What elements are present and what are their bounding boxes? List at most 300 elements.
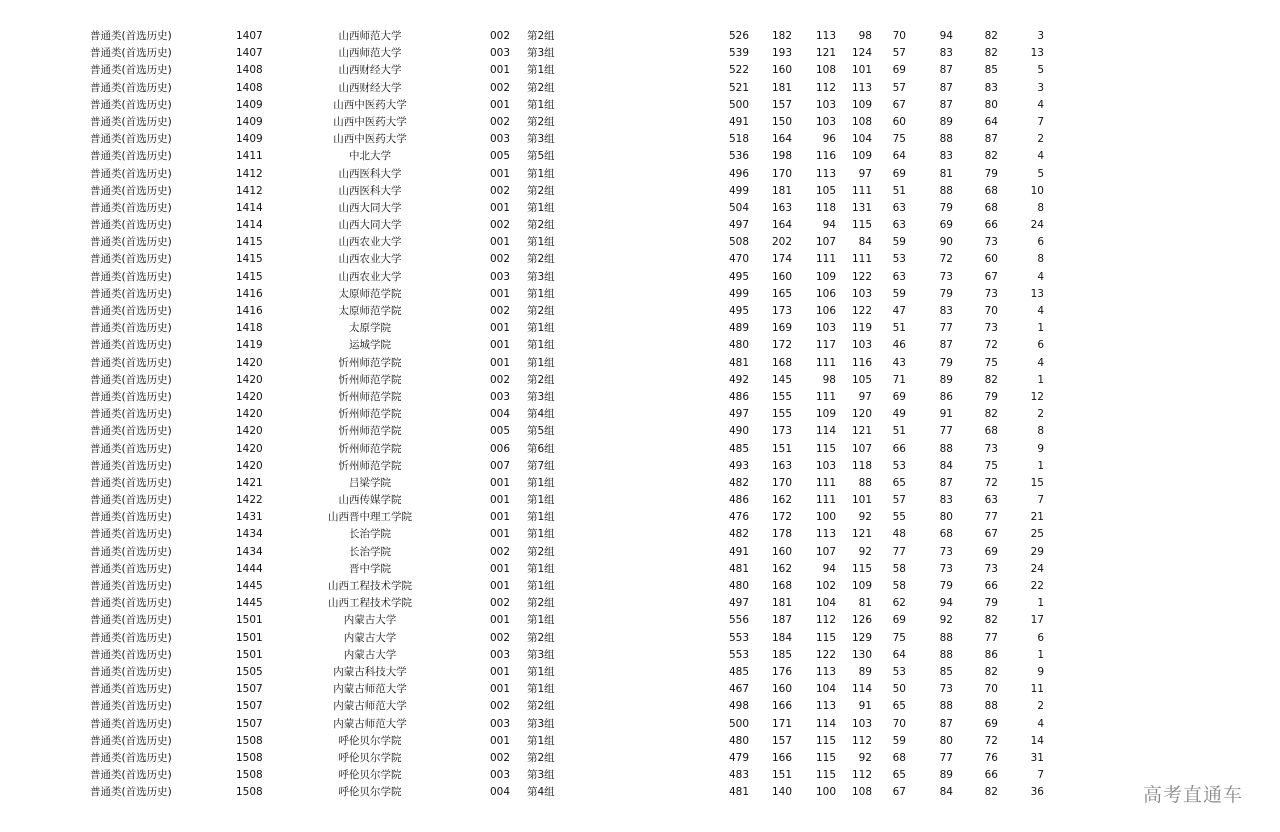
group-name-cell: 第1组 bbox=[527, 614, 555, 627]
school-name-cell: 山西中医药大学 bbox=[333, 133, 407, 146]
table-row bbox=[0, 664, 1280, 681]
group-code-cell: 001 bbox=[490, 476, 511, 489]
score-cell: 164 bbox=[771, 219, 792, 232]
score-cell: 103 bbox=[851, 717, 872, 730]
group-name-cell: 第3组 bbox=[527, 270, 555, 283]
score-cell: 87 bbox=[939, 476, 953, 489]
score-cell: 4 bbox=[1037, 305, 1044, 317]
score-cell: 84 bbox=[939, 786, 953, 799]
school-name-cell: 运城学院 bbox=[349, 339, 391, 352]
score-cell: 109 bbox=[851, 150, 872, 163]
score-cell: 489 bbox=[728, 322, 749, 335]
score-cell: 122 bbox=[851, 305, 872, 317]
school-name-cell: 山西财经大学 bbox=[338, 64, 402, 77]
score-cell: 151 bbox=[771, 442, 792, 455]
category-cell: 普通类(首选历史) bbox=[90, 476, 172, 489]
score-cell: 193 bbox=[771, 47, 792, 60]
score-cell: 102 bbox=[815, 580, 836, 592]
school-name-cell: 忻州师范学院 bbox=[338, 425, 402, 438]
score-cell: 25 bbox=[1030, 528, 1044, 541]
score-cell: 4 bbox=[1037, 356, 1044, 369]
score-cell: 553 bbox=[728, 648, 749, 661]
category-cell: 普通类(首选历史) bbox=[90, 47, 172, 60]
score-cell: 160 bbox=[771, 545, 792, 558]
score-cell: 92 bbox=[858, 511, 872, 524]
category-cell: 普通类(首选历史) bbox=[90, 287, 172, 300]
category-cell: 普通类(首选历史) bbox=[90, 562, 172, 575]
score-cell: 80 bbox=[939, 734, 953, 747]
score-cell: 162 bbox=[771, 562, 792, 575]
score-cell: 118 bbox=[851, 459, 872, 472]
score-cell: 185 bbox=[771, 648, 792, 661]
score-cell: 70 bbox=[984, 305, 998, 317]
school-name-cell: 长治学院 bbox=[349, 528, 391, 541]
score-cell: 536 bbox=[728, 150, 749, 163]
score-cell: 108 bbox=[851, 115, 872, 128]
score-cell: 497 bbox=[728, 597, 749, 610]
school-code-cell: 1445 bbox=[236, 597, 263, 610]
score-cell: 107 bbox=[815, 236, 836, 249]
score-cell: 482 bbox=[728, 476, 749, 489]
score-cell: 171 bbox=[771, 717, 792, 730]
score-cell: 107 bbox=[815, 545, 836, 558]
score-cell: 495 bbox=[728, 305, 749, 317]
score-cell: 90 bbox=[939, 236, 953, 249]
score-cell: 91 bbox=[858, 700, 872, 713]
group-code-cell: 002 bbox=[490, 219, 511, 232]
category-cell: 普通类(首选历史) bbox=[90, 665, 172, 678]
table-row bbox=[0, 406, 1280, 423]
score-cell: 114 bbox=[815, 425, 836, 438]
score-cell: 53 bbox=[892, 253, 906, 266]
score-cell: 165 bbox=[771, 287, 792, 300]
school-code-cell: 1501 bbox=[236, 614, 263, 627]
category-cell: 普通类(首选历史) bbox=[90, 408, 172, 421]
score-cell: 64 bbox=[984, 115, 998, 128]
score-cell: 66 bbox=[984, 580, 998, 592]
score-cell: 101 bbox=[851, 64, 872, 77]
score-cell: 111 bbox=[815, 253, 836, 266]
group-name-cell: 第1组 bbox=[527, 64, 555, 77]
group-code-cell: 002 bbox=[490, 751, 511, 764]
score-cell: 114 bbox=[851, 683, 872, 696]
school-name-cell: 山西中医药大学 bbox=[333, 98, 407, 111]
score-cell: 163 bbox=[771, 201, 792, 214]
group-code-cell: 003 bbox=[490, 47, 511, 60]
score-cell: 69 bbox=[892, 390, 906, 403]
score-cell: 493 bbox=[728, 459, 749, 472]
score-cell: 29 bbox=[1030, 545, 1044, 558]
school-name-cell: 山西晋中理工学院 bbox=[328, 511, 412, 524]
score-cell: 556 bbox=[728, 614, 749, 627]
score-cell: 70 bbox=[984, 683, 998, 696]
score-cell: 97 bbox=[858, 390, 872, 403]
school-name-cell: 山西大同大学 bbox=[338, 201, 402, 214]
score-cell: 73 bbox=[939, 562, 953, 575]
category-cell: 普通类(首选历史) bbox=[90, 270, 172, 283]
score-cell: 491 bbox=[728, 545, 749, 558]
group-code-cell: 002 bbox=[490, 700, 511, 713]
group-name-cell: 第4组 bbox=[527, 408, 555, 421]
score-cell: 500 bbox=[728, 717, 749, 730]
group-code-cell: 001 bbox=[490, 562, 511, 575]
score-cell: 518 bbox=[728, 133, 749, 146]
score-cell: 96 bbox=[822, 133, 836, 146]
score-cell: 120 bbox=[851, 408, 872, 421]
score-cell: 73 bbox=[984, 562, 998, 575]
group-name-cell: 第3组 bbox=[527, 648, 555, 661]
score-cell: 57 bbox=[892, 494, 906, 507]
score-cell: 63 bbox=[892, 201, 906, 214]
score-cell: 24 bbox=[1030, 562, 1044, 575]
score-cell: 75 bbox=[984, 459, 998, 472]
group-code-cell: 001 bbox=[490, 322, 511, 335]
score-cell: 178 bbox=[771, 528, 792, 541]
group-code-cell: 002 bbox=[490, 184, 511, 197]
school-code-cell: 1415 bbox=[236, 253, 263, 266]
score-cell: 482 bbox=[728, 528, 749, 541]
score-cell: 4 bbox=[1037, 98, 1044, 111]
school-code-cell: 1431 bbox=[236, 511, 263, 524]
score-cell: 8 bbox=[1037, 253, 1044, 266]
group-name-cell: 第2组 bbox=[527, 700, 555, 713]
score-cell: 483 bbox=[728, 769, 749, 782]
school-code-cell: 1507 bbox=[236, 717, 263, 730]
table-row bbox=[0, 97, 1280, 114]
category-cell: 普通类(首选历史) bbox=[90, 769, 172, 782]
table-row bbox=[0, 148, 1280, 165]
group-code-cell: 002 bbox=[490, 115, 511, 128]
score-cell: 75 bbox=[892, 631, 906, 644]
score-cell: 106 bbox=[815, 305, 836, 317]
score-cell: 115 bbox=[851, 219, 872, 232]
score-cell: 82 bbox=[984, 786, 998, 799]
category-cell: 普通类(首选历史) bbox=[90, 683, 172, 696]
score-cell: 522 bbox=[728, 64, 749, 77]
score-cell: 104 bbox=[815, 597, 836, 610]
score-cell: 97 bbox=[858, 167, 872, 180]
score-cell: 160 bbox=[771, 683, 792, 696]
group-name-cell: 第1组 bbox=[527, 167, 555, 180]
score-cell: 68 bbox=[984, 184, 998, 197]
score-cell: 9 bbox=[1037, 665, 1044, 678]
category-cell: 普通类(首选历史) bbox=[90, 614, 172, 627]
score-cell: 157 bbox=[771, 734, 792, 747]
score-cell: 88 bbox=[939, 648, 953, 661]
score-cell: 113 bbox=[815, 167, 836, 180]
score-cell: 7 bbox=[1037, 769, 1044, 782]
score-cell: 7 bbox=[1037, 115, 1044, 128]
school-name-cell: 山西医科大学 bbox=[338, 167, 402, 180]
score-cell: 124 bbox=[851, 47, 872, 60]
school-code-cell: 1419 bbox=[236, 339, 263, 352]
category-cell: 普通类(首选历史) bbox=[90, 219, 172, 232]
score-cell: 481 bbox=[728, 356, 749, 369]
group-name-cell: 第1组 bbox=[527, 734, 555, 747]
school-name-cell: 内蒙古师范大学 bbox=[333, 717, 407, 730]
score-cell: 155 bbox=[771, 390, 792, 403]
score-cell: 79 bbox=[939, 201, 953, 214]
category-cell: 普通类(首选历史) bbox=[90, 167, 172, 180]
group-name-cell: 第1组 bbox=[527, 683, 555, 696]
score-cell: 4 bbox=[1037, 717, 1044, 730]
score-cell: 72 bbox=[984, 734, 998, 747]
score-cell: 85 bbox=[984, 64, 998, 77]
score-cell: 108 bbox=[815, 64, 836, 77]
group-name-cell: 第1组 bbox=[527, 528, 555, 541]
group-name-cell: 第3组 bbox=[527, 133, 555, 146]
score-cell: 163 bbox=[771, 459, 792, 472]
score-cell: 51 bbox=[892, 184, 906, 197]
table-row bbox=[0, 784, 1280, 801]
score-cell: 117 bbox=[815, 339, 836, 352]
score-cell: 47 bbox=[892, 305, 906, 317]
score-cell: 17 bbox=[1030, 614, 1044, 627]
group-code-cell: 006 bbox=[490, 442, 511, 455]
school-code-cell: 1508 bbox=[236, 734, 263, 747]
group-code-cell: 001 bbox=[490, 614, 511, 627]
category-cell: 普通类(首选历史) bbox=[90, 373, 172, 386]
group-name-cell: 第1组 bbox=[527, 476, 555, 489]
school-code-cell: 1434 bbox=[236, 545, 263, 558]
score-cell: 88 bbox=[939, 631, 953, 644]
score-cell: 13 bbox=[1030, 287, 1044, 300]
score-cell: 66 bbox=[984, 769, 998, 782]
score-cell: 57 bbox=[892, 47, 906, 60]
score-cell: 3 bbox=[1037, 30, 1044, 42]
score-cell: 130 bbox=[851, 648, 872, 661]
score-cell: 109 bbox=[815, 270, 836, 283]
score-cell: 82 bbox=[984, 150, 998, 163]
score-cell: 21 bbox=[1030, 511, 1044, 524]
score-cell: 119 bbox=[851, 322, 872, 335]
score-cell: 162 bbox=[771, 494, 792, 507]
score-cell: 88 bbox=[858, 476, 872, 489]
score-cell: 77 bbox=[939, 322, 953, 335]
score-cell: 65 bbox=[892, 769, 906, 782]
watermark: 高考直通车 bbox=[1143, 784, 1244, 806]
score-cell: 480 bbox=[728, 339, 749, 352]
table-row bbox=[0, 630, 1280, 647]
school-code-cell: 1501 bbox=[236, 631, 263, 644]
score-cell: 87 bbox=[984, 133, 998, 146]
school-code-cell: 1507 bbox=[236, 683, 263, 696]
table-row bbox=[0, 355, 1280, 372]
school-name-cell: 呼伦贝尔学院 bbox=[338, 769, 402, 782]
table-row bbox=[0, 595, 1280, 612]
score-cell: 1 bbox=[1037, 597, 1044, 610]
group-code-cell: 001 bbox=[490, 356, 511, 369]
school-name-cell: 山西农业大学 bbox=[338, 253, 402, 266]
score-cell: 173 bbox=[771, 425, 792, 438]
score-cell: 497 bbox=[728, 219, 749, 232]
score-cell: 64 bbox=[892, 150, 906, 163]
score-cell: 87 bbox=[939, 81, 953, 94]
group-name-cell: 第3组 bbox=[527, 47, 555, 60]
school-name-cell: 忻州师范学院 bbox=[338, 356, 402, 369]
group-name-cell: 第1组 bbox=[527, 562, 555, 575]
score-cell: 1 bbox=[1037, 322, 1044, 335]
score-cell: 66 bbox=[984, 219, 998, 232]
score-cell: 173 bbox=[771, 305, 792, 317]
category-cell: 普通类(首选历史) bbox=[90, 425, 172, 438]
school-code-cell: 1508 bbox=[236, 786, 263, 799]
score-cell: 113 bbox=[815, 30, 836, 42]
school-code-cell: 1507 bbox=[236, 700, 263, 713]
group-code-cell: 003 bbox=[490, 133, 511, 146]
score-cell: 539 bbox=[728, 47, 749, 60]
score-cell: 104 bbox=[851, 133, 872, 146]
score-cell: 490 bbox=[728, 425, 749, 438]
score-cell: 55 bbox=[892, 511, 906, 524]
group-name-cell: 第1组 bbox=[527, 665, 555, 678]
score-cell: 480 bbox=[728, 580, 749, 592]
score-cell: 65 bbox=[892, 700, 906, 713]
score-cell: 88 bbox=[984, 700, 998, 713]
score-cell: 112 bbox=[815, 614, 836, 627]
score-cell: 486 bbox=[728, 390, 749, 403]
score-cell: 100 bbox=[815, 511, 836, 524]
score-cell: 77 bbox=[939, 751, 953, 764]
score-cell: 109 bbox=[815, 408, 836, 421]
category-cell: 普通类(首选历史) bbox=[90, 236, 172, 249]
score-cell: 83 bbox=[939, 305, 953, 317]
category-cell: 普通类(首选历史) bbox=[90, 545, 172, 558]
score-cell: 170 bbox=[771, 476, 792, 489]
school-code-cell: 1508 bbox=[236, 769, 263, 782]
school-name-cell: 忻州师范学院 bbox=[338, 390, 402, 403]
school-code-cell: 1422 bbox=[236, 494, 263, 507]
school-name-cell: 内蒙古师范大学 bbox=[333, 683, 407, 696]
score-cell: 480 bbox=[728, 734, 749, 747]
group-code-cell: 002 bbox=[490, 631, 511, 644]
group-code-cell: 001 bbox=[490, 167, 511, 180]
score-cell: 500 bbox=[728, 98, 749, 111]
score-cell: 22 bbox=[1030, 580, 1044, 592]
school-code-cell: 1415 bbox=[236, 236, 263, 249]
group-name-cell: 第2组 bbox=[527, 30, 555, 42]
school-code-cell: 1412 bbox=[236, 184, 263, 197]
group-code-cell: 001 bbox=[490, 339, 511, 352]
score-cell: 72 bbox=[984, 476, 998, 489]
score-cell: 168 bbox=[771, 356, 792, 369]
score-cell: 6 bbox=[1037, 236, 1044, 249]
group-code-cell: 003 bbox=[490, 270, 511, 283]
school-name-cell: 山西财经大学 bbox=[338, 81, 402, 94]
score-cell: 115 bbox=[815, 751, 836, 764]
group-name-cell: 第1组 bbox=[527, 201, 555, 214]
score-cell: 113 bbox=[815, 700, 836, 713]
school-code-cell: 1444 bbox=[236, 562, 263, 575]
table-row bbox=[0, 716, 1280, 733]
group-code-cell: 002 bbox=[490, 253, 511, 266]
group-code-cell: 001 bbox=[490, 683, 511, 696]
group-name-cell: 第2组 bbox=[527, 305, 555, 317]
score-cell: 4 bbox=[1037, 150, 1044, 163]
score-cell: 89 bbox=[939, 115, 953, 128]
score-cell: 476 bbox=[728, 511, 749, 524]
score-cell: 109 bbox=[851, 580, 872, 592]
group-code-cell: 001 bbox=[490, 511, 511, 524]
score-cell: 83 bbox=[984, 81, 998, 94]
school-name-cell: 晋中学院 bbox=[349, 562, 391, 575]
table-row bbox=[0, 80, 1280, 97]
group-name-cell: 第3组 bbox=[527, 769, 555, 782]
score-cell: 115 bbox=[815, 734, 836, 747]
score-cell: 43 bbox=[892, 356, 906, 369]
school-name-cell: 长治学院 bbox=[349, 545, 391, 558]
score-cell: 76 bbox=[984, 751, 998, 764]
score-cell: 84 bbox=[858, 236, 872, 249]
score-cell: 103 bbox=[815, 322, 836, 335]
score-cell: 73 bbox=[939, 545, 953, 558]
school-code-cell: 1407 bbox=[236, 47, 263, 60]
school-code-cell: 1411 bbox=[236, 150, 263, 163]
school-code-cell: 1416 bbox=[236, 287, 263, 300]
category-cell: 普通类(首选历史) bbox=[90, 717, 172, 730]
score-cell: 495 bbox=[728, 270, 749, 283]
category-cell: 普通类(首选历史) bbox=[90, 442, 172, 455]
school-code-cell: 1420 bbox=[236, 373, 263, 386]
table-row bbox=[0, 303, 1280, 320]
score-cell: 111 bbox=[815, 356, 836, 369]
table-row bbox=[0, 131, 1280, 148]
score-cell: 116 bbox=[851, 356, 872, 369]
score-cell: 98 bbox=[858, 30, 872, 42]
school-code-cell: 1434 bbox=[236, 528, 263, 541]
score-cell: 79 bbox=[984, 167, 998, 180]
group-code-cell: 001 bbox=[490, 528, 511, 541]
table-row bbox=[0, 114, 1280, 131]
category-cell: 普通类(首选历史) bbox=[90, 305, 172, 317]
school-code-cell: 1414 bbox=[236, 201, 263, 214]
score-cell: 170 bbox=[771, 167, 792, 180]
score-cell: 181 bbox=[771, 184, 792, 197]
table-row bbox=[0, 372, 1280, 389]
group-code-cell: 003 bbox=[490, 648, 511, 661]
category-cell: 普通类(首选历史) bbox=[90, 648, 172, 661]
score-cell: 94 bbox=[939, 597, 953, 610]
score-cell: 107 bbox=[851, 442, 872, 455]
school-name-cell: 太原师范学院 bbox=[338, 287, 402, 300]
score-cell: 88 bbox=[939, 184, 953, 197]
score-cell: 5 bbox=[1037, 64, 1044, 77]
table-row bbox=[0, 475, 1280, 492]
school-code-cell: 1414 bbox=[236, 219, 263, 232]
score-cell: 113 bbox=[815, 528, 836, 541]
category-cell: 普通类(首选历史) bbox=[90, 115, 172, 128]
school-name-cell: 山西农业大学 bbox=[338, 236, 402, 249]
score-cell: 87 bbox=[939, 339, 953, 352]
score-cell: 14 bbox=[1030, 734, 1044, 747]
score-cell: 63 bbox=[892, 270, 906, 283]
score-cell: 9 bbox=[1037, 442, 1044, 455]
score-cell: 504 bbox=[728, 201, 749, 214]
school-name-cell: 太原学院 bbox=[349, 322, 391, 335]
score-cell: 166 bbox=[771, 751, 792, 764]
table-row bbox=[0, 286, 1280, 303]
school-code-cell: 1416 bbox=[236, 305, 263, 317]
group-name-cell: 第2组 bbox=[527, 253, 555, 266]
score-cell: 53 bbox=[892, 459, 906, 472]
school-code-cell: 1409 bbox=[236, 133, 263, 146]
score-cell: 82 bbox=[984, 373, 998, 386]
score-cell: 8 bbox=[1037, 425, 1044, 438]
score-cell: 63 bbox=[892, 219, 906, 232]
school-code-cell: 1421 bbox=[236, 476, 263, 489]
school-code-cell: 1412 bbox=[236, 167, 263, 180]
score-cell: 1 bbox=[1037, 459, 1044, 472]
